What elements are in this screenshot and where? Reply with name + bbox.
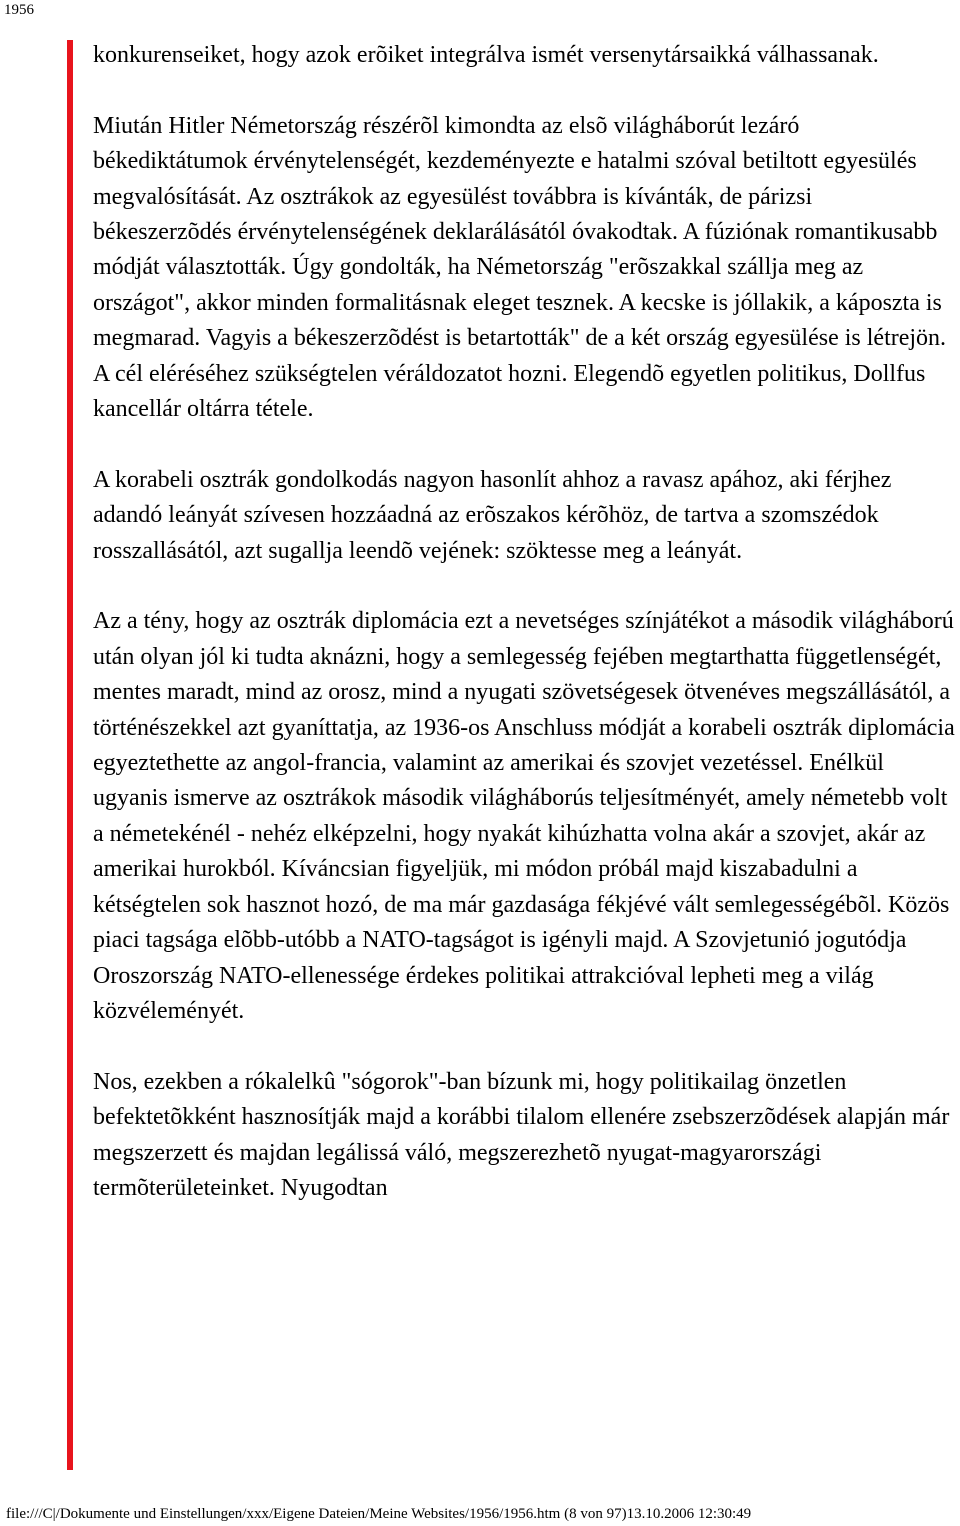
red-margin-bar <box>67 40 73 1470</box>
paragraph-3: A korabeli osztrák gondolkodás nagyon hasonlít ahhoz a ravasz apához, aki férjhez adandó leányát szívesen hozzáadná az erõszakos kérõhöz, de tartva a szomszédok rosszallásától, azt sugallja leendõ vejének: szöktesse meg a leányát. <box>93 466 892 564</box>
page-footer-path: file:///C|/Dokumente und Einstellungen/xxx/Eigene Dateien/Meine Websites/1956/1956.htm (8 von 97)13.10.2006 12:30:49 <box>6 1506 752 1522</box>
paragraph-2: Miután Hitler Németország részérõl kimondta az elsõ világháborút lezáró békediktátumok érvénytelenségét, kezdeményezte e hatalmi szóval betiltott egyesülés megvalósítását. Az osztrákok az egyesülést továbbra is kívánták, de párizsi békeszerzõdés érvénytelenségének deklarálásától óvakodtak. A fúziónak romantikusabb módját választották. Úgy gondolták, ha Németország "erõszakkal szállja meg az országot", akkor minden formalitásnak eleget tesznek. A kecske is jóllakik, a káposzta is megmarad. Vagyis a békeszerzõdést is betartották" de a két ország egyesülése is létrejön. A cél eléréséhez szükségtelen véráldozatot hozni. Elegendõ egyetlen politikus, Dollfus kancellár oltárra tétele. <box>93 112 947 423</box>
paragraph-4: Az a tény, hogy az osztrák diplomácia ezt a nevetséges színjátékot a második világháború után olyan jól ki tudta aknázni, hogy a semlegesség fejében megtarthatta függetlenségét, mentes maradt, mind az orosz, mind a nyugati szövetségesek ötvenéves megszállásától, a történészekkel azt gyaníttatja, az 1936-os Anschluss módját a korabeli osztrák diplomácia egyeztethette az angol-francia, valamint az amerikai és szovjet vezetéssel. Enélkül ugyanis ismerve az osztrákok második világháborús teljesítményét, amely németebb volt a németekénél - nehéz elképzelni, hogy nyakát kihúzhatta volna akár a szovjet, akár az amerikai hurokból. Kíváncsian figyeljük, mi módon próbál majd kiszabadulni a kétségtelen sok hasznot hozó, de ma már gazdasága fékjévé vált semlegességébõl. Közös piaci tagsága elõbb-utóbb a NATO-tagságot is igényli majd. A Szovjetunió jogutódja Oroszország NATO-ellenessége érdekes politikai attrakcióval lepheti meg a világ közvéleményét. <box>93 608 955 1024</box>
paragraph-1: konkurenseiket, hogy azok erõiket integrálva ismét versenytársaikká válhassanak. <box>93 42 879 68</box>
paragraph-5: Nos, ezekben a rókalelkû "sógorok"-ban bízunk mi, hogy politikailag önzetlen befektetõkként hasznosítják majd a korábbi tilalom ellenére zsebszerzõdések alapján már megszerzett és majdan legálissá váló, megszerezhetõ nyugat-magyarországi termõterületeinket. Nyugodtan <box>93 1068 950 1201</box>
page-header-title: 1956 <box>4 2 34 18</box>
document-body <box>93 38 955 1206</box>
